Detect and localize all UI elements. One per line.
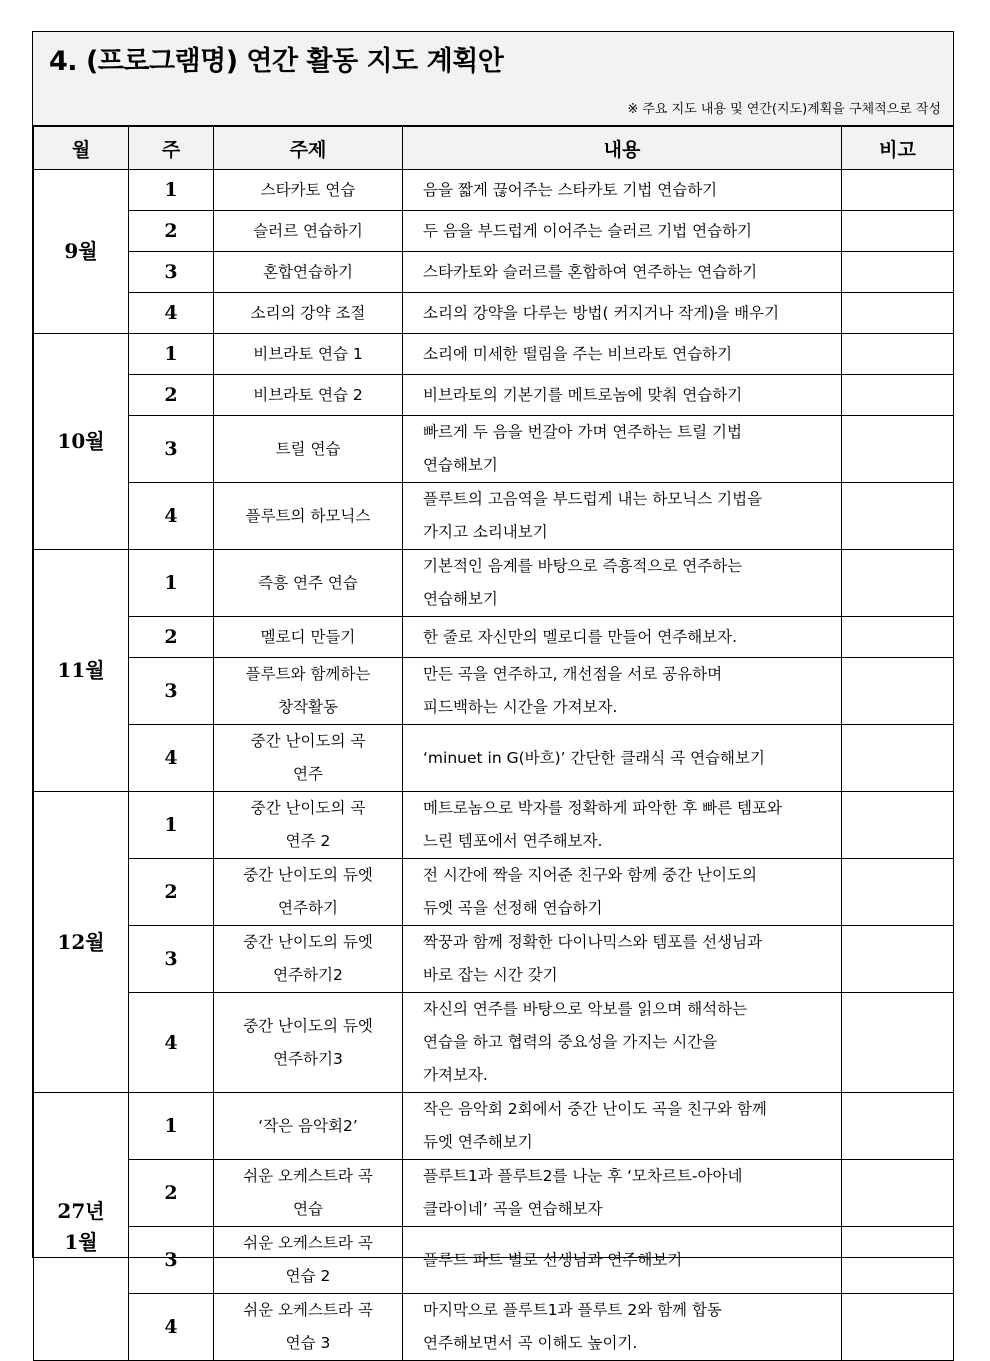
month-cell: 27년 1월: [34, 1093, 129, 1361]
content-cell: 전 시간에 짝을 지어준 친구와 함께 중간 난이도의 듀엣 곡을 선정해 연습하기: [403, 859, 842, 926]
content-cell: 플루트의 고음역을 부드럽게 내는 하모닉스 기법을 가지고 소리내보기: [403, 483, 842, 550]
table-row: [34, 211, 954, 252]
table-row: [34, 792, 954, 859]
week-cell: 4: [129, 483, 214, 550]
week-cell: 1: [129, 550, 214, 617]
topic-cell: 플루트와 함께하는 창작활동: [214, 658, 403, 725]
topic-cell: 멜로디 만들기: [214, 617, 403, 658]
content-cell: 짝꿍과 함께 정확한 다이나믹스와 템포를 선생님과 바로 잡는 시간 갖기: [403, 926, 842, 993]
week-cell: 2: [129, 211, 214, 252]
month-cell: 9월: [34, 170, 129, 334]
table-row: [34, 170, 954, 211]
week-cell: 1: [129, 1093, 214, 1160]
remarks-cell: [842, 375, 954, 416]
remarks-cell: [842, 725, 954, 792]
week-cell: 2: [129, 375, 214, 416]
content-cell: 소리의 강약을 다루는 방법( 커지거나 작게)을 배우기: [403, 293, 842, 334]
content-cell: 기본적인 음계를 바탕으로 즉흥적으로 연주하는 연습해보기: [403, 550, 842, 617]
table-row: [34, 293, 954, 334]
week-cell: 4: [129, 293, 214, 334]
table-row: [34, 658, 954, 725]
topic-cell: ‘작은 음악회2’: [214, 1093, 403, 1160]
remarks-cell: [842, 1093, 954, 1160]
content-cell: 자신의 연주를 바탕으로 악보를 읽으며 해석하는 연습을 하고 협력의 중요성을 가지는 시간을 가져보자.: [403, 993, 842, 1093]
month-cell: 11월: [34, 550, 129, 792]
remarks-cell: [842, 658, 954, 725]
remarks-cell: [842, 859, 954, 926]
remarks-cell: [842, 483, 954, 550]
table-row: [34, 859, 954, 926]
week-cell: 1: [129, 170, 214, 211]
content-cell: 음을 짧게 끊어주는 스타카토 기법 연습하기: [403, 170, 842, 211]
table-row: [34, 926, 954, 993]
week-cell: 3: [129, 658, 214, 725]
remarks-cell: [842, 926, 954, 993]
content-cell: 플루트1과 플루트2를 나눈 후 ‘모차르트-아아네 클라이네’ 곡을 연습해보자: [403, 1160, 842, 1227]
remarks-cell: [842, 211, 954, 252]
table-row: [34, 550, 954, 617]
remarks-cell: [842, 792, 954, 859]
week-cell: 3: [129, 926, 214, 993]
topic-cell: 혼합연습하기: [214, 252, 403, 293]
content-cell: 소리에 미세한 떨림을 주는 비브라토 연습하기: [403, 334, 842, 375]
topic-cell: 쉬운 오케스트라 곡 연습 3: [214, 1294, 403, 1361]
week-cell: 3: [129, 1227, 214, 1294]
topic-cell: 중간 난이도의 곡 연주 2: [214, 792, 403, 859]
topic-cell: 중간 난이도의 듀엣 연주하기3: [214, 993, 403, 1093]
week-cell: 1: [129, 334, 214, 375]
table-row: [34, 1227, 954, 1294]
week-cell: 3: [129, 252, 214, 293]
week-cell: 4: [129, 725, 214, 792]
remarks-cell: [842, 1160, 954, 1227]
table-row: [34, 334, 954, 375]
instruction-note: ※ 주요 지도 내용 및 연간(지도)계획을 구체적으로 작성: [627, 102, 941, 117]
content-cell: 빠르게 두 음을 번갈아 가며 연주하는 트릴 기법 연습해보기: [403, 416, 842, 483]
content-cell: 작은 음악회 2회에서 중간 난이도 곡을 친구와 함께 듀엣 연주해보기: [403, 1093, 842, 1160]
remarks-cell: [842, 293, 954, 334]
remarks-cell: [842, 1294, 954, 1361]
topic-cell: 중간 난이도의 듀엣 연주하기2: [214, 926, 403, 993]
header-month: 월: [34, 127, 129, 170]
content-cell: 비브라토의 기본기를 메트로놈에 맞춰 연습하기: [403, 375, 842, 416]
remarks-cell: [842, 170, 954, 211]
content-cell: 스타카토와 슬러르를 혼합하여 연주하는 연습하기: [403, 252, 842, 293]
topic-cell: 중간 난이도의 듀엣 연주하기: [214, 859, 403, 926]
week-cell: 2: [129, 617, 214, 658]
table-row: [34, 1093, 954, 1160]
month-cell: 12월: [34, 792, 129, 1093]
week-cell: 4: [129, 993, 214, 1093]
header-week: 주: [129, 127, 214, 170]
remarks-cell: [842, 617, 954, 658]
topic-cell: 소리의 강약 조절: [214, 293, 403, 334]
document-title: 4. (프로그램명) 연간 활동 지도 계획안: [49, 46, 504, 77]
topic-cell: 중간 난이도의 곡 연주: [214, 725, 403, 792]
annual-plan-table: [33, 126, 954, 1361]
remarks-cell: [842, 550, 954, 617]
content-cell: 두 음을 부드럽게 이어주는 슬러르 기법 연습하기: [403, 211, 842, 252]
content-cell: 마지막으로 플루트1과 플루트 2와 함께 합동 연주해보면서 곡 이해도 높이기.: [403, 1294, 842, 1361]
table-row: [34, 993, 954, 1093]
remarks-cell: [842, 993, 954, 1093]
week-cell: 2: [129, 1160, 214, 1227]
topic-cell: 비브라토 연습 2: [214, 375, 403, 416]
month-cell: 10월: [34, 334, 129, 550]
content-cell: 플루트 파트 별로 선생님과 연주해보기: [403, 1227, 842, 1294]
topic-cell: 비브라토 연습 1: [214, 334, 403, 375]
table-row: [34, 483, 954, 550]
topic-cell: 스타카토 연습: [214, 170, 403, 211]
content-cell: 한 줄로 자신만의 멜로디를 만들어 연주해보자.: [403, 617, 842, 658]
table-row: [34, 725, 954, 792]
header-row: [34, 127, 954, 170]
week-cell: 4: [129, 1294, 214, 1361]
remarks-cell: [842, 334, 954, 375]
week-cell: 3: [129, 416, 214, 483]
title-section: [33, 32, 953, 126]
header-remarks: 비고: [842, 127, 954, 170]
header-topic: 주제: [214, 127, 403, 170]
table-row: [34, 416, 954, 483]
content-cell: ‘minuet in G(바흐)’ 간단한 클래식 곡 연습해보기: [403, 725, 842, 792]
table-row: [34, 617, 954, 658]
remarks-cell: [842, 416, 954, 483]
topic-cell: 슬러르 연습하기: [214, 211, 403, 252]
header-content: 내용: [403, 127, 842, 170]
table-row: [34, 1160, 954, 1227]
plan-body: [34, 170, 954, 1361]
content-cell: 메트로놈으로 박자를 정확하게 파악한 후 빠른 템포와 느린 템포에서 연주해보자.: [403, 792, 842, 859]
table-row: [34, 252, 954, 293]
table-row: [34, 1294, 954, 1361]
week-cell: 1: [129, 792, 214, 859]
plan-document: [32, 31, 954, 1352]
week-cell: 2: [129, 859, 214, 926]
table-row: [34, 375, 954, 416]
topic-cell: 쉬운 오케스트라 곡 연습: [214, 1160, 403, 1227]
topic-cell: 트릴 연습: [214, 416, 403, 483]
topic-cell: 즉흥 연주 연습: [214, 550, 403, 617]
content-cell: 만든 곡을 연주하고, 개선점을 서로 공유하며 피드백하는 시간을 가져보자.: [403, 658, 842, 725]
topic-cell: 쉬운 오케스트라 곡 연습 2: [214, 1227, 403, 1294]
remarks-cell: [842, 252, 954, 293]
topic-cell: 플루트의 하모닉스: [214, 483, 403, 550]
remarks-cell: [842, 1227, 954, 1294]
